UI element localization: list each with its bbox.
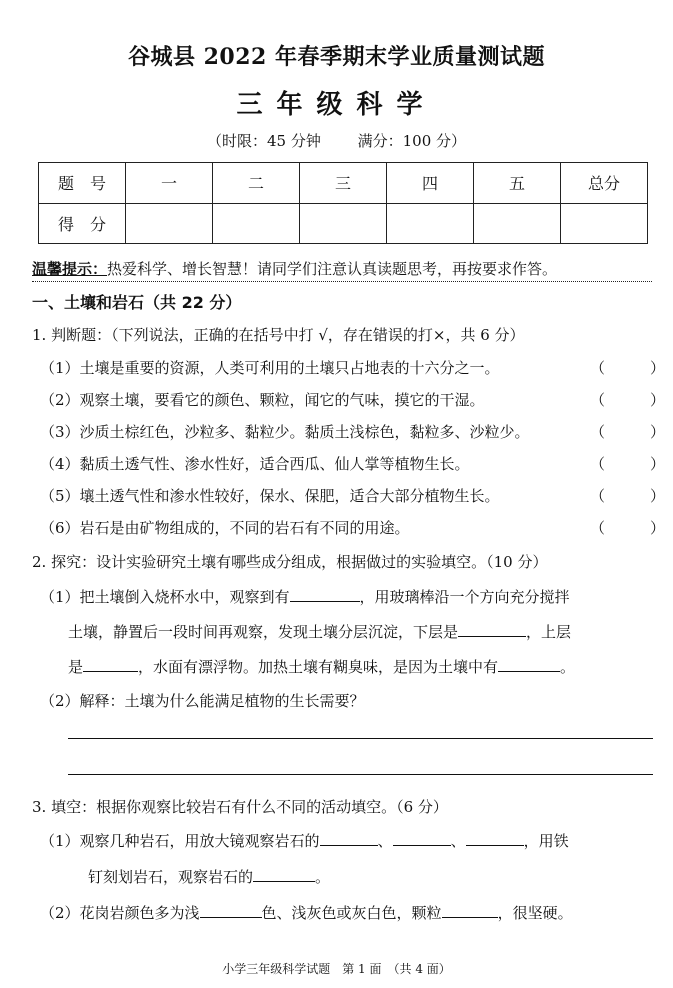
text: ，水面有漂浮物。加热土壤有糊臭味，是因为土壤中有 bbox=[138, 658, 499, 676]
answer-line[interactable] bbox=[68, 738, 653, 739]
text: 、 bbox=[377, 832, 393, 850]
score-table-score-row bbox=[39, 203, 648, 244]
score-input-cell[interactable] bbox=[213, 203, 300, 244]
q2-line bbox=[40, 586, 570, 607]
q1-item: （2）观察土壤，要看它的颜色、颗粒，闻它的气味，摸它的干湿。 bbox=[40, 391, 485, 409]
text: ，用玻璃棒沿一个方向充分搅拌 bbox=[359, 588, 570, 606]
answer-paren[interactable]: （ ） bbox=[590, 423, 666, 441]
score-table-header-row bbox=[39, 163, 648, 204]
score-cell: 一 bbox=[126, 163, 213, 204]
text: ，很坚硬。 bbox=[497, 904, 573, 922]
subject-title: 三年级科学 bbox=[236, 90, 437, 120]
q1-stem: 1. 判断题：（下列说法，正确的在括号中打 √，存在错误的打×，共 6 分） bbox=[32, 326, 525, 344]
q1-item: （3）沙质土棕红色，沙粒多、黏粒少。黏质土浅棕色，黏粒多、沙粒少。 bbox=[40, 423, 530, 441]
answer-paren[interactable]: （ ） bbox=[590, 487, 666, 505]
text: 。 bbox=[315, 868, 331, 886]
time-limit: （时限：45 分钟 bbox=[206, 132, 321, 150]
score-cell: 得 分 bbox=[39, 203, 126, 244]
fill-blank[interactable] bbox=[83, 657, 138, 672]
answer-paren[interactable]: （ ） bbox=[590, 519, 666, 537]
q3-line bbox=[40, 902, 573, 923]
answer-paren[interactable]: （ ） bbox=[590, 391, 666, 409]
text: 土壤，静置后一段时间再观察，发现土壤分层沉淀，下层是 bbox=[68, 623, 459, 641]
score-cell: 题 号 bbox=[39, 163, 126, 204]
q1-item: （5）壤土透气性和渗水性较好，保水、保肥，适合大部分植物生长。 bbox=[40, 487, 500, 505]
page-footer: 小学三年级科学试题 第 1 面 （共 4 面） bbox=[222, 962, 451, 976]
tip-text: 热爱科学、增长智慧！请同学们注意认真读题思考，再按要求作答。 bbox=[107, 260, 558, 278]
score-input-cell[interactable] bbox=[561, 203, 648, 244]
q2-line bbox=[68, 621, 571, 642]
text: （2）花岗岩颜色多为浅 bbox=[40, 904, 200, 922]
q1-item: （6）岩石是由矿物组成的，不同的岩石有不同的用途。 bbox=[40, 519, 410, 537]
text: （1）把土壤倒入烧杯水中，观察到有 bbox=[40, 588, 290, 606]
section-title: 一、土壤和岩石（共 22 分） bbox=[32, 293, 242, 312]
q1-item: （4）黏质土透气性、渗水性好，适合西瓜、仙人掌等植物生长。 bbox=[40, 455, 470, 473]
score-input-cell[interactable] bbox=[474, 203, 561, 244]
answer-line[interactable] bbox=[68, 774, 653, 775]
score-cell: 四 bbox=[387, 163, 474, 204]
tip bbox=[32, 258, 652, 282]
fill-blank[interactable] bbox=[290, 587, 360, 602]
full-score: 满分：100 分） bbox=[357, 132, 467, 150]
text: 色、浅灰色或灰白色，颗粒 bbox=[261, 904, 442, 922]
text: （1）观察几种岩石，用放大镜观察岩石的 bbox=[40, 832, 320, 850]
answer-paren[interactable]: （ ） bbox=[590, 455, 666, 473]
fill-blank[interactable] bbox=[498, 657, 560, 672]
q1-item: （1）土壤是重要的资源，人类可利用的土壤只占地表的十六分之一。 bbox=[40, 359, 500, 377]
score-input-cell[interactable] bbox=[300, 203, 387, 244]
score-cell: 三 bbox=[300, 163, 387, 204]
score-input-cell[interactable] bbox=[387, 203, 474, 244]
q3-line bbox=[88, 866, 330, 887]
score-cell: 五 bbox=[474, 163, 561, 204]
fill-blank[interactable] bbox=[458, 622, 526, 637]
q2-line bbox=[68, 656, 575, 677]
text: 钉刻划岩石，观察岩石的 bbox=[88, 868, 254, 886]
text: 、 bbox=[450, 832, 466, 850]
text: ，上层 bbox=[526, 623, 572, 641]
answer-paren[interactable]: （ ） bbox=[590, 359, 666, 377]
score-cell: 总分 bbox=[561, 163, 648, 204]
tip-label: 温馨提示： bbox=[32, 260, 108, 278]
exam-info bbox=[0, 130, 673, 151]
q2-explain: （2）解释：土壤为什么能满足植物的生长需要？ bbox=[40, 692, 365, 710]
fill-blank[interactable] bbox=[253, 867, 315, 882]
exam-title: 谷城县 2022 年春季期末学业质量测试题 bbox=[127, 44, 546, 70]
text: 是 bbox=[68, 658, 84, 676]
q3-stem: 3. 填空：根据你观察比较岩石有什么不同的活动填空。（6 分） bbox=[32, 798, 448, 816]
text: ，用铁 bbox=[523, 832, 569, 850]
fill-blank[interactable] bbox=[393, 831, 451, 846]
fill-blank[interactable] bbox=[442, 903, 498, 918]
fill-blank[interactable] bbox=[466, 831, 524, 846]
fill-blank[interactable] bbox=[320, 831, 378, 846]
fill-blank[interactable] bbox=[200, 903, 262, 918]
score-table bbox=[38, 162, 648, 244]
q3-line bbox=[40, 830, 569, 851]
score-cell: 二 bbox=[213, 163, 300, 204]
score-input-cell[interactable] bbox=[126, 203, 213, 244]
q2-stem: 2. 探究：设计实验研究土壤有哪些成分组成，根据做过的实验填空。（10 分） bbox=[32, 553, 548, 571]
text: 。 bbox=[560, 658, 576, 676]
